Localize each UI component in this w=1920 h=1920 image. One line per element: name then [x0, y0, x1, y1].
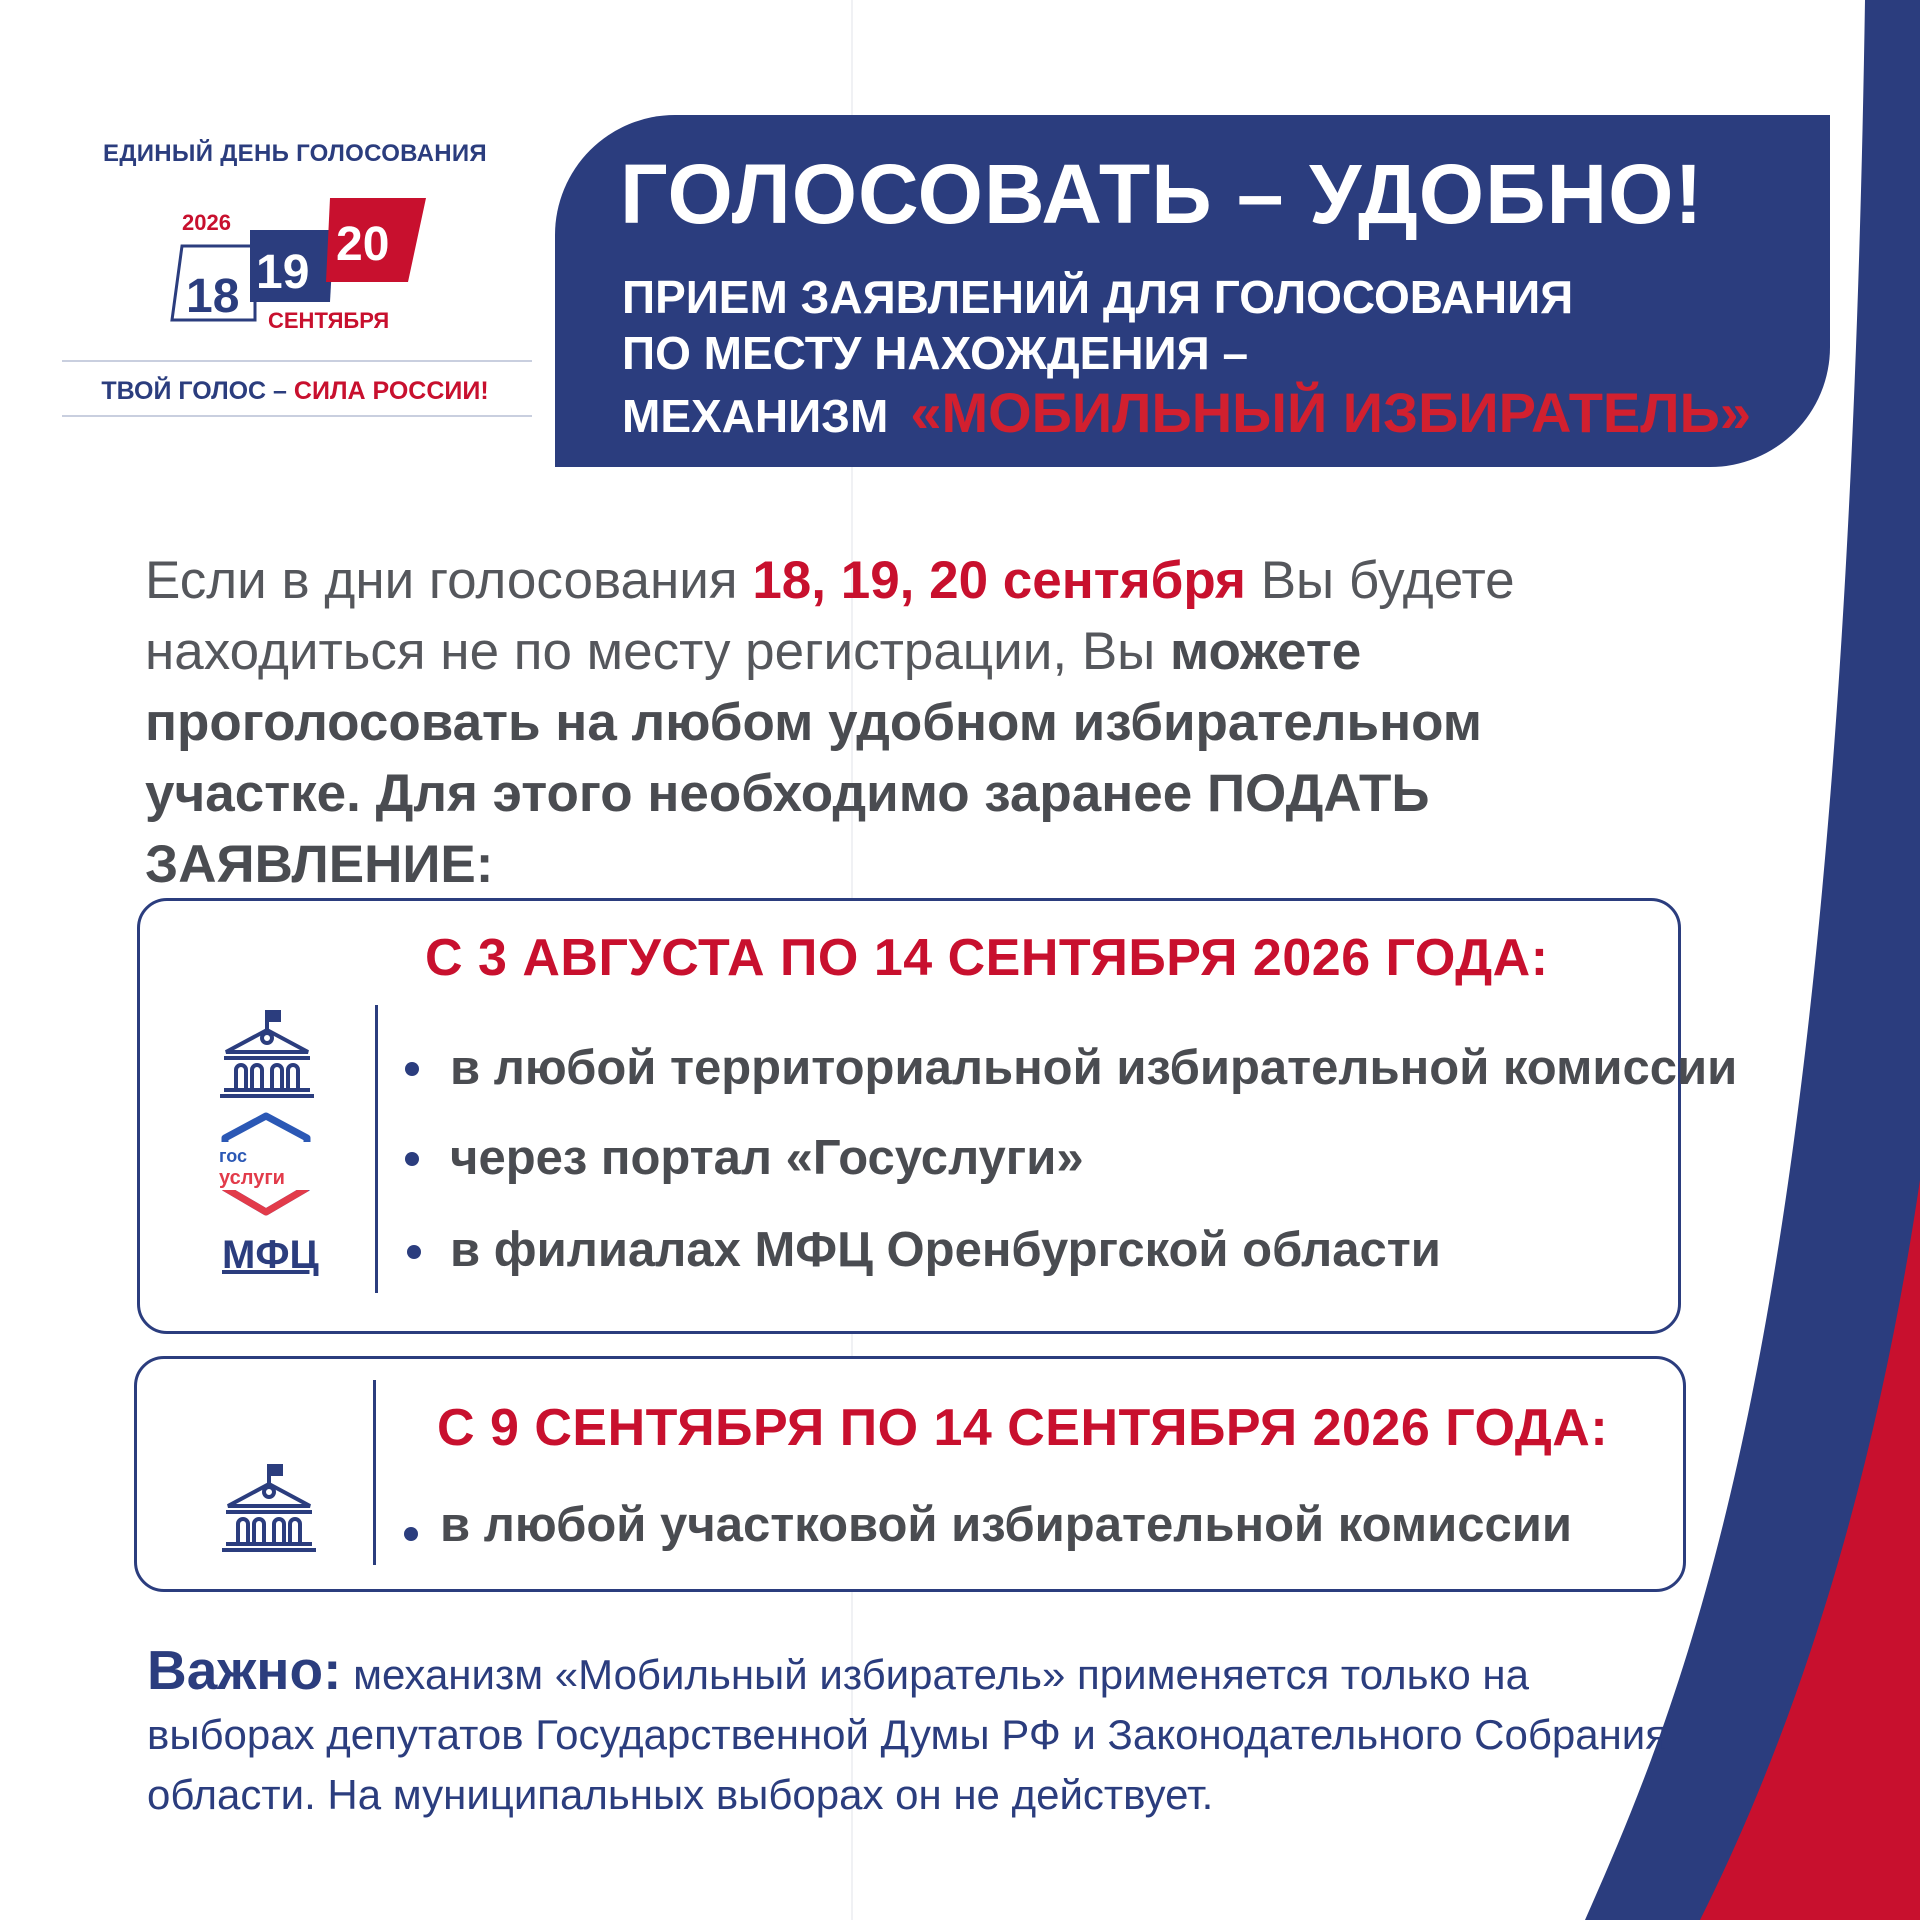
box1-heading: С 3 АВГУСТА ПО 14 СЕНТЯБРЯ 2026 ГОДА: [425, 929, 1549, 987]
banner-line-3 [622, 380, 1822, 445]
bullet [407, 1245, 421, 1259]
box1-item-3: в филиалах МФЦ Оренбургской области [450, 1223, 1441, 1277]
building-icon [218, 1008, 316, 1098]
logo-month: СЕНТЯБРЯ [268, 308, 390, 333]
mfc-logo: МФЦ [222, 1233, 319, 1277]
box1-item-1: в любой территориальной избирательной комиссии [450, 1041, 1738, 1095]
gosuslugi-text-1: гос [219, 1146, 248, 1166]
banner-mechanism-label: МЕХАНИЗМ [622, 390, 889, 442]
box1-divider [375, 1005, 378, 1293]
box1-item-2: через портал «Госуслуги» [450, 1131, 1084, 1185]
important-note [147, 1640, 1707, 1825]
logo-day-20: 20 [336, 218, 390, 271]
box2-heading: С 9 СЕНТЯБРЯ ПО 14 СЕНТЯБРЯ 2026 ГОДА: [437, 1399, 1609, 1457]
logo-divider-top [62, 360, 532, 362]
intro-bold: можете проголосовать на любом удобном избирательном участке. Для этого необходимо заранее ПОДАТЬ ЗАЯВЛЕНИЕ: [145, 622, 1482, 894]
bullet [405, 1152, 419, 1166]
slogan-part-2: СИЛА РОССИИ! [293, 377, 489, 405]
election-dates-logo [160, 190, 440, 340]
logo-day-18: 18 [186, 270, 240, 323]
gosuslugi-logo-icon [215, 1110, 317, 1218]
logo-year: 2026 [182, 210, 231, 235]
note-text: механизм «Мобильный избиратель» применяется только на выборах депутатов Государственной Думы РФ и Законодательного Собрания области. На муниципальных выборах он не действует. [147, 1651, 1669, 1818]
logo-slogan [60, 377, 530, 406]
building-icon [220, 1462, 318, 1552]
box2-divider [373, 1380, 376, 1565]
banner-accent: «МОБИЛЬНЫЙ ИЗБИРАТЕЛЬ» [910, 381, 1751, 444]
bullet [405, 1062, 419, 1076]
gosuslugi-text-2: услуги [219, 1167, 285, 1189]
logo-divider-bottom [62, 415, 532, 417]
logo-title: ЕДИНЫЙ ДЕНЬ ГОЛОСОВАНИЯ [103, 140, 487, 167]
intro-part-1: Если в дни голосования [145, 551, 753, 610]
logo-day-19: 19 [256, 246, 310, 299]
box2-item-1: в любой участковой избирательной комиссии [440, 1498, 1573, 1552]
intro-paragraph [145, 545, 1685, 900]
note-label: Важно: [147, 1639, 342, 1701]
bullet [404, 1527, 418, 1541]
banner-line-2: ПО МЕСТУ НАХОЖДЕНИЯ – [622, 327, 1249, 379]
banner-line-1: ПРИЕМ ЗАЯВЛЕНИЙ ДЛЯ ГОЛОСОВАНИЯ [622, 271, 1574, 323]
slogan-part-1: ТВОЙ ГОЛОС – [101, 377, 287, 405]
period-box-2 [134, 1356, 1686, 1592]
banner-title: ГОЛОСОВАТЬ – УДОБНО! [620, 147, 1704, 241]
intro-part-2: Вы будете находиться не по месту регистрации, Вы [145, 551, 1515, 681]
intro-dates: 18, 19, 20 сентября [752, 551, 1246, 610]
